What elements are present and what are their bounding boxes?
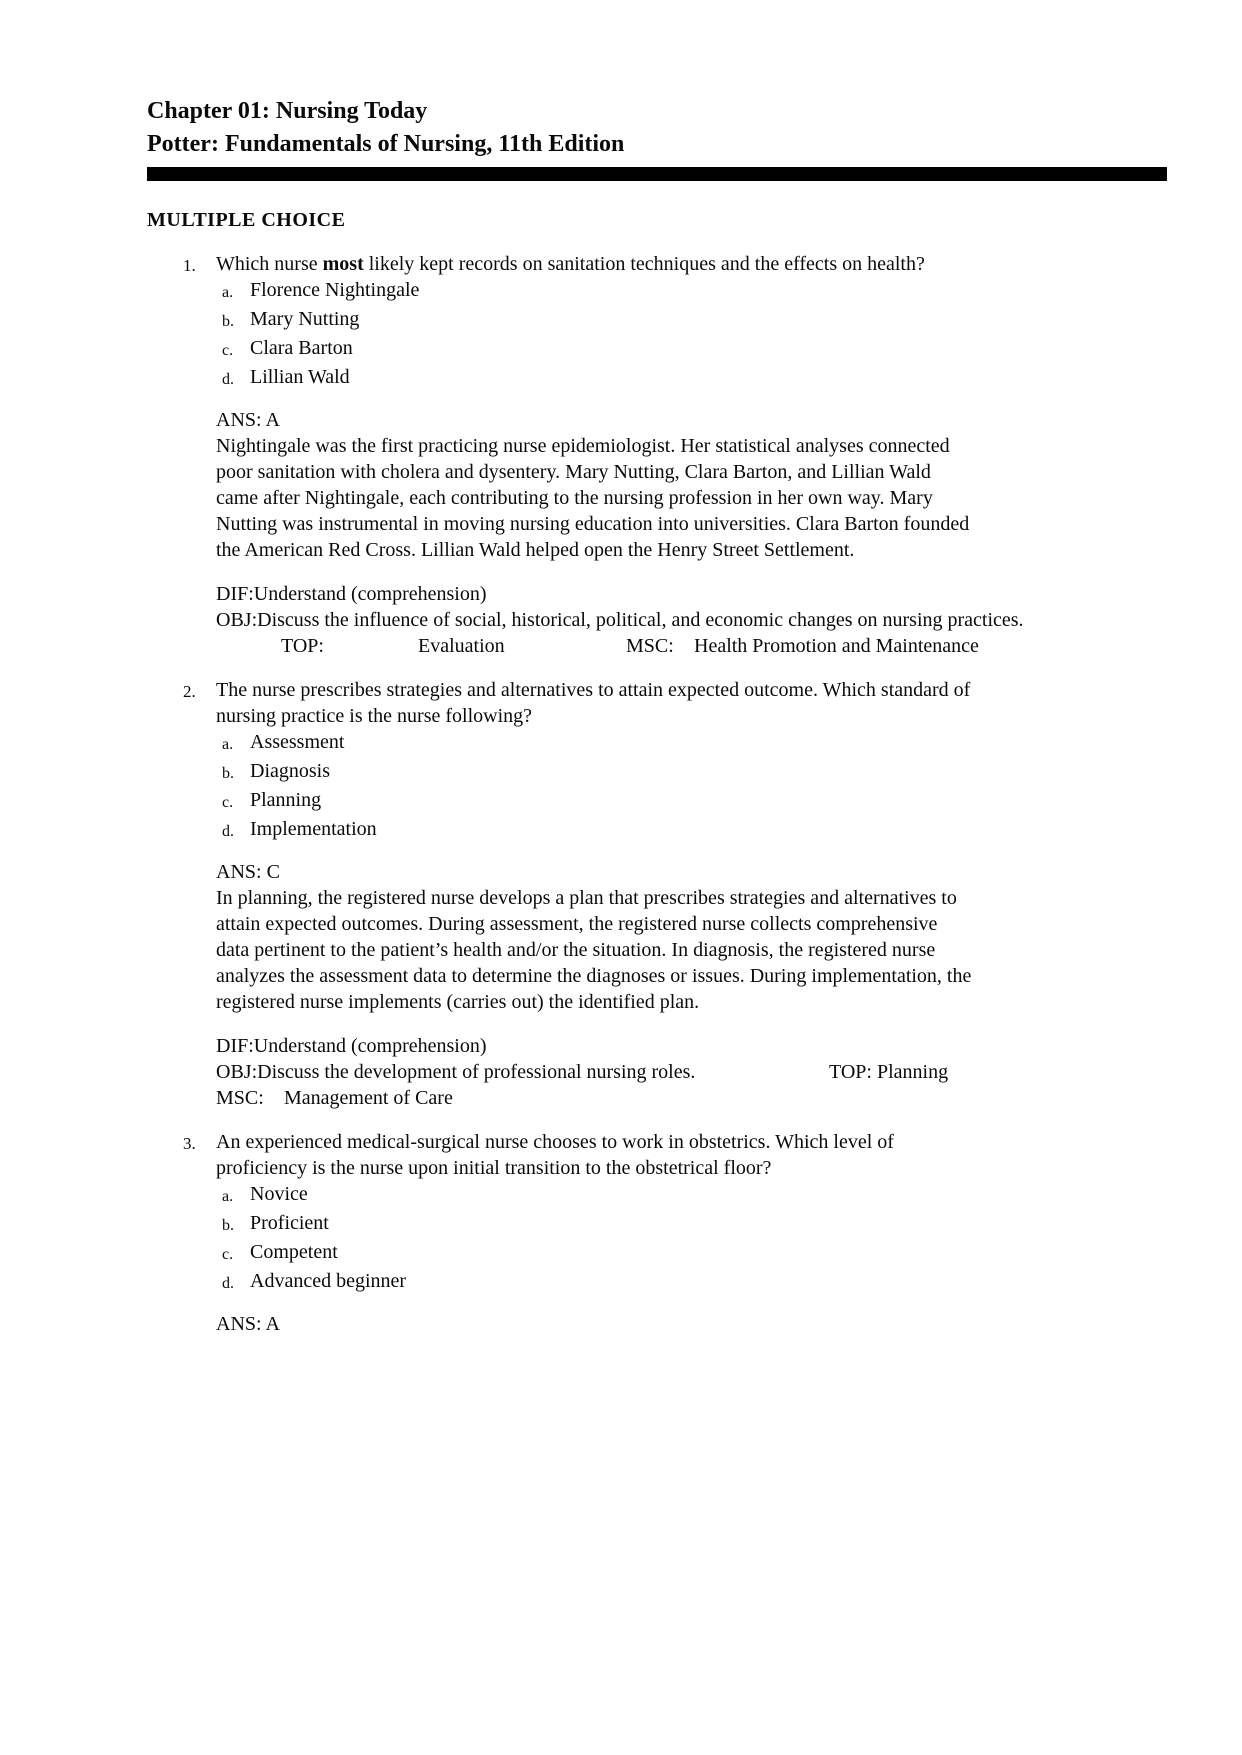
option-letter: b.: [222, 765, 234, 782]
prompt-line: nursing practice is the nurse following?: [216, 705, 533, 727]
rationale-line: the American Red Cross. Lillian Wald helped open the Henry Street Settlement.: [216, 539, 855, 561]
rationale-line: came after Nightingale, each contributing to the nursing profession in her own way. Mary: [216, 487, 933, 509]
msc-line: [216, 1085, 1161, 1111]
option-letter: b.: [222, 1217, 234, 1234]
top-msc-line: [216, 633, 1161, 659]
options-list: [216, 277, 1161, 393]
question-number: 3.: [183, 1134, 196, 1153]
option-text: Clara Barton: [250, 337, 353, 359]
rationale-line: Nightingale was the first practicing nurse epidemiologist. Her statistical analyses connected: [216, 435, 950, 457]
option-text: Lillian Wald: [250, 366, 350, 388]
option-b: [216, 758, 1161, 787]
dif-line: DIF:Understand (comprehension): [216, 1035, 487, 1057]
question-prompt: [216, 1129, 1161, 1181]
obj-line: OBJ:Discuss the influence of social, historical, political, and economic changes on nursing practices.: [216, 609, 1024, 631]
option-text: Novice: [250, 1183, 308, 1205]
prompt-text: Which nurse: [216, 253, 323, 275]
option-letter: d.: [222, 371, 234, 388]
option-d: [216, 1268, 1161, 1297]
question-1: [183, 251, 1167, 659]
option-b: [216, 1210, 1161, 1239]
option-a: [216, 729, 1161, 758]
option-letter: b.: [222, 313, 234, 330]
option-c: [216, 787, 1161, 816]
dif-line: DIF:Understand (comprehension): [216, 583, 487, 605]
section-heading: MULTIPLE CHOICE: [147, 209, 346, 231]
question-prompt: [216, 677, 1161, 729]
rationale-line: poor sanitation with cholera and dysentery. Mary Nutting, Clara Barton, and Lillian Wald: [216, 461, 931, 483]
question-number: 1.: [183, 256, 196, 275]
option-letter: c.: [222, 342, 234, 359]
option-text: Proficient: [250, 1212, 329, 1234]
option-text: Planning: [250, 789, 322, 811]
question-number: 2.: [183, 682, 196, 701]
meta-block: [216, 581, 1161, 659]
obj-label: OBJ:Discuss the development of professional nursing roles.: [216, 1061, 696, 1083]
option-text: Competent: [250, 1241, 338, 1263]
option-letter: d.: [222, 823, 234, 840]
top-value: TOP: Planning: [829, 1061, 949, 1083]
msc-value: Health Promotion and Maintenance: [694, 635, 979, 657]
option-letter: a.: [222, 284, 234, 301]
rationale-line: analyzes the assessment data to determine the diagnoses or issues. During implementation, the: [216, 965, 972, 987]
answer-block: [216, 1311, 1161, 1337]
option-c: [216, 1239, 1161, 1268]
rationale-line: data pertinent to the patient’s health and/or the situation. In diagnosis, the registered nurse: [216, 939, 936, 961]
prompt-text: likely kept records on sanitation techniques and the effects on health?: [363, 253, 925, 275]
document-header: [147, 95, 1167, 161]
prompt-line: proficiency is the nurse upon initial transition to the obstetrical floor?: [216, 1157, 772, 1179]
top-value: Evaluation: [418, 635, 505, 657]
option-letter: d.: [222, 1275, 234, 1292]
option-text: Florence Nightingale: [250, 279, 420, 301]
answer-block: [216, 859, 1161, 1015]
document-title-chapter: Chapter 01: Nursing Today: [147, 98, 428, 124]
option-letter: c.: [222, 794, 234, 811]
msc-label: MSC:: [626, 635, 674, 657]
question-2: [183, 677, 1167, 1111]
option-text: Diagnosis: [250, 760, 330, 782]
question-prompt: [216, 251, 1161, 277]
msc-value: Management of Care: [284, 1087, 453, 1109]
option-d: [216, 816, 1161, 845]
rationale-line: attain expected outcomes. During assessment, the registered nurse collects comprehensive: [216, 913, 938, 935]
meta-block: [216, 1033, 1161, 1111]
option-letter: a.: [222, 1188, 234, 1205]
option-d: [216, 364, 1161, 393]
answer-line: ANS: C: [216, 861, 280, 883]
option-c: [216, 335, 1161, 364]
msc-label: MSC:: [216, 1087, 264, 1109]
answer-line: ANS: A: [216, 409, 280, 431]
answer-line: ANS: A: [216, 1313, 280, 1335]
option-letter: a.: [222, 736, 234, 753]
rationale: [216, 433, 1161, 563]
answer-block: [216, 407, 1161, 563]
option-a: [216, 1181, 1161, 1210]
question-3: [183, 1129, 1167, 1337]
prompt-line: An experienced medical-surgical nurse chooses to work in obstetrics. Which level of: [216, 1131, 894, 1153]
option-b: [216, 306, 1161, 335]
prompt-bold-word: most: [322, 253, 364, 275]
options-list: [216, 1181, 1161, 1297]
option-text: Mary Nutting: [250, 308, 360, 330]
prompt-line: The nurse prescribes strategies and alternatives to attain expected outcome. Which standard of: [216, 679, 971, 701]
rationale-line: In planning, the registered nurse develops a plan that prescribes strategies and alternatives to: [216, 887, 957, 909]
option-letter: c.: [222, 1246, 234, 1263]
header-rule: [147, 167, 1167, 181]
obj-top-line: [216, 1059, 1161, 1085]
rationale-line: Nutting was instrumental in moving nursing education into universities. Clara Barton founded: [216, 513, 970, 535]
document-title-book: Potter: Fundamentals of Nursing, 11th Edition: [147, 131, 625, 157]
options-list: [216, 729, 1161, 845]
option-text: Advanced beginner: [250, 1270, 407, 1292]
option-text: Assessment: [250, 731, 345, 753]
option-text: Implementation: [250, 818, 377, 840]
rationale: [216, 885, 1161, 1015]
rationale-line: registered nurse implements (carries out) the identified plan.: [216, 991, 700, 1013]
top-label: TOP:: [281, 635, 324, 657]
option-a: [216, 277, 1161, 306]
